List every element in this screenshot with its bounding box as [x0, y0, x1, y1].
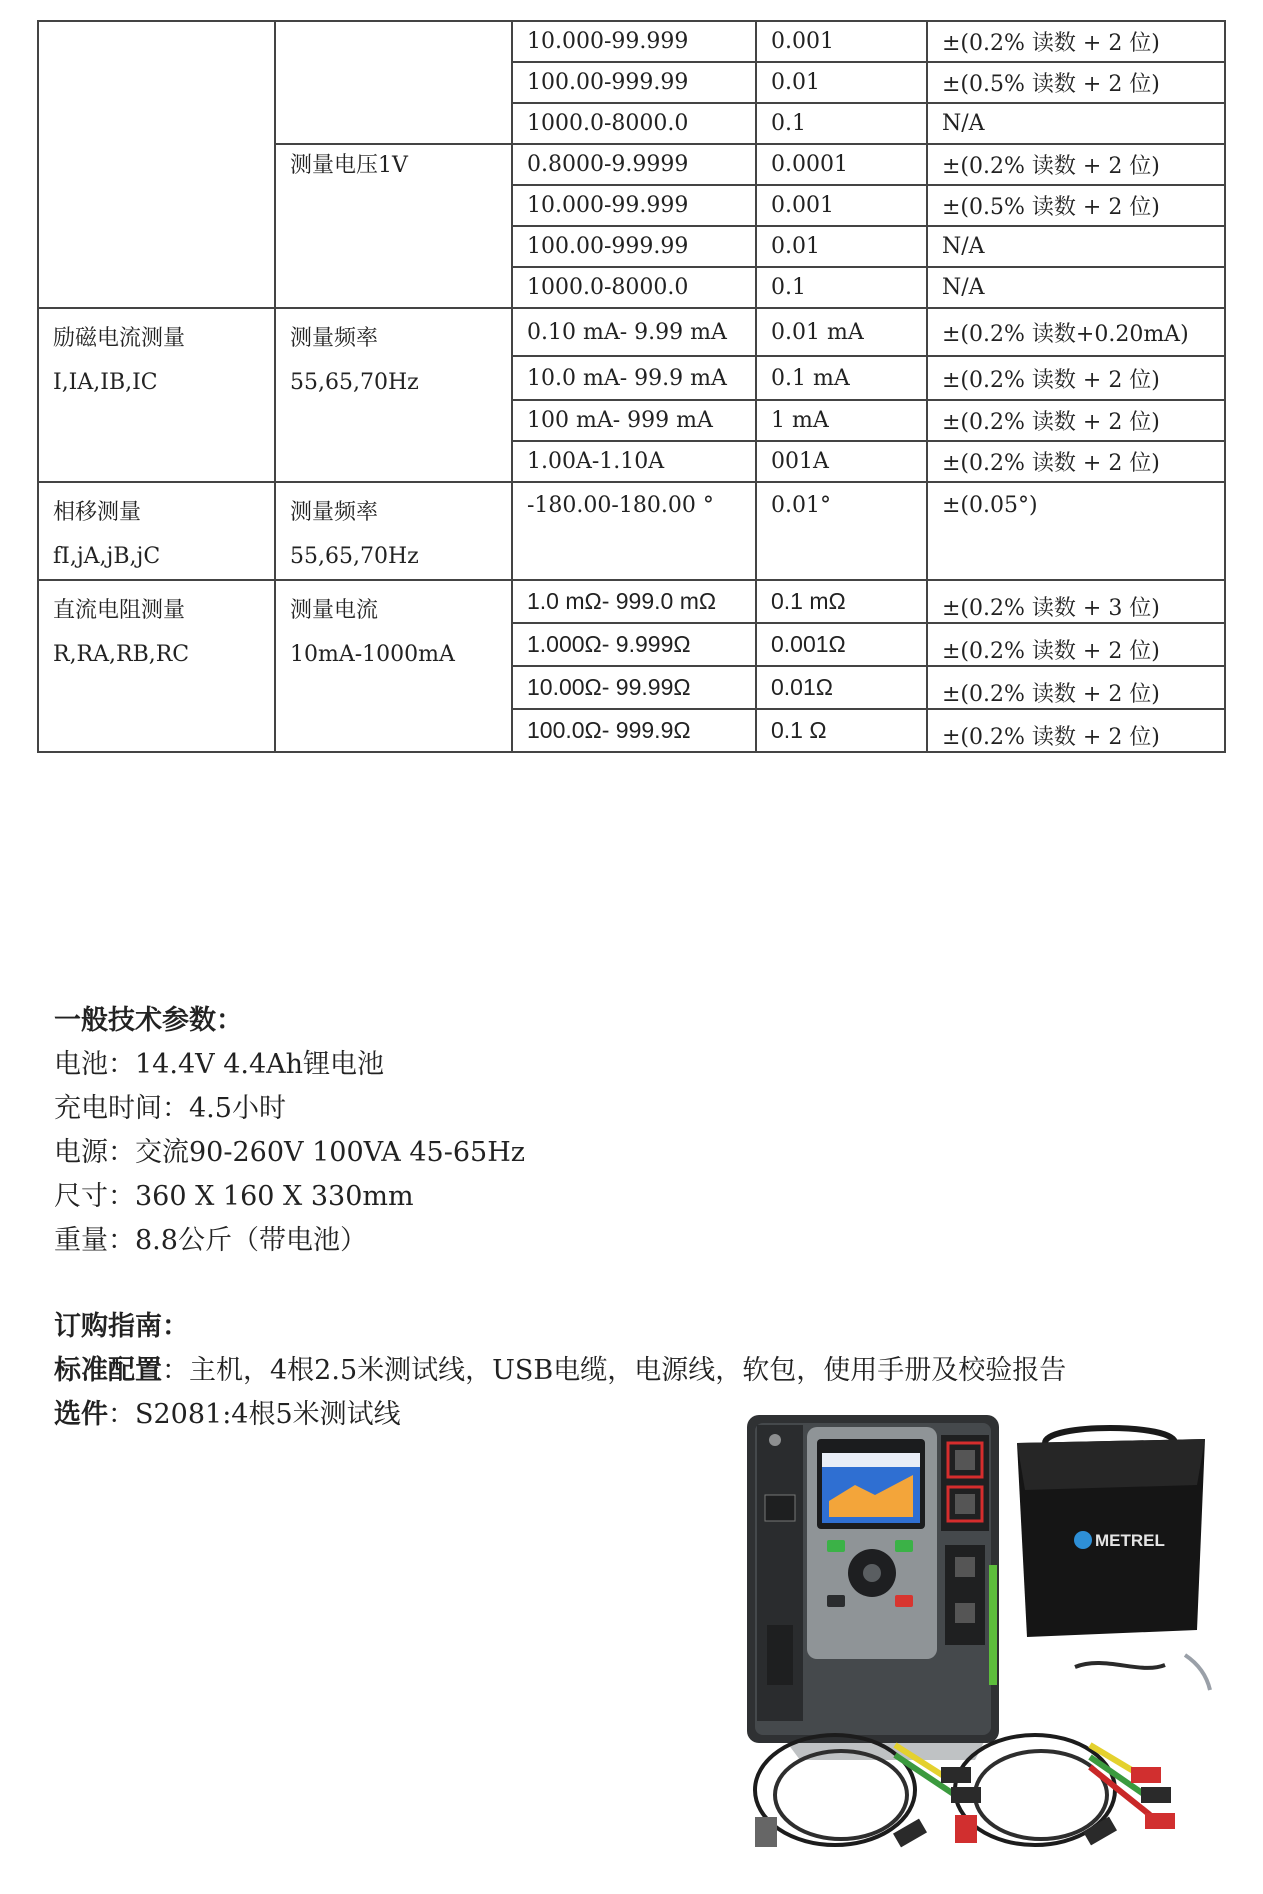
excitation-cond-value: 55,65,70Hz [290, 370, 419, 395]
accuracy-cell: ±(0.2% 读数 + 2 位) [927, 144, 1225, 185]
range-cell: 100.00-999.99 [512, 62, 756, 103]
excitation-name: 励磁电流测量 [53, 326, 186, 351]
spec-table [37, 20, 1226, 753]
standard-config [54, 1353, 1066, 1389]
phase-symbols: fI,jA,jB,jC [53, 544, 161, 569]
phase-param-cell [38, 482, 275, 580]
excitation-symbols: I,IA,IB,IC [53, 370, 158, 395]
resolution-cell: 0.1 Ω [756, 709, 927, 752]
range-cell: 10.00Ω- 99.99Ω [512, 666, 756, 709]
dcres-cond: 测量电流 [290, 598, 379, 623]
general-heading: 一般技术参数： [54, 1005, 243, 1036]
range-cell: 10.000-99.999 [512, 185, 756, 226]
table-row [38, 482, 1225, 580]
excitation-cond: 测量频率 [290, 326, 379, 351]
table-row [38, 580, 1225, 623]
instrument-device [747, 1415, 999, 1760]
dcres-param-cell [38, 580, 275, 752]
empty-param-cell [38, 21, 275, 308]
resolution-cell: 0.1 [756, 267, 927, 308]
resolution-cell: 0.01° [756, 482, 927, 580]
accuracy-cell: N/A [927, 267, 1225, 308]
standard-config-text: ：主机，4根2.5米测试线，USB电缆，电源线，软包，使用手册及校验报告 [162, 1355, 1067, 1386]
accuracy-cell: ±(0.2% 读数 + 2 位) [927, 666, 1225, 709]
options-text: ：S2081:4根5米测试线 [108, 1399, 401, 1430]
phase-cond-value: 55,65,70Hz [290, 544, 419, 569]
phase-name: 相移测量 [53, 500, 142, 525]
table-row [38, 21, 1225, 62]
options [54, 1397, 401, 1433]
accuracy-cell: ±(0.5% 读数 + 2 位) [927, 185, 1225, 226]
order-heading: 订购指南： [54, 1311, 189, 1342]
range-cell: 0.10 mA- 9.99 mA [512, 308, 756, 356]
accuracy-cell: ±(0.2% 读数 + 2 位) [927, 709, 1225, 752]
empty-cond-cell [275, 21, 512, 144]
accuracy-cell: ±(0.2% 读数 + 2 位) [927, 623, 1225, 666]
excitation-cond-cell [275, 308, 512, 482]
accuracy-cell: ±(0.2% 读数 + 2 位) [927, 400, 1225, 441]
accuracy-cell: ±(0.2% 读数 + 2 位) [927, 441, 1225, 482]
cond-voltage-cell [275, 144, 512, 308]
range-cell: 10.0 mA- 99.9 mA [512, 356, 756, 400]
dcres-symbols: R,RA,RB,RC [53, 642, 190, 667]
resolution-cell: 0.1 mA [756, 356, 927, 400]
resolution-cell: 0.1 [756, 103, 927, 144]
accuracy-cell: ±(0.2% 读数 + 2 位) [927, 21, 1225, 62]
resolution-cell: 0.01Ω [756, 666, 927, 709]
range-cell: 100.00-999.99 [512, 226, 756, 267]
size-text: 尺寸：360 X 160 X 330mm [54, 1181, 414, 1212]
carry-bag [1017, 1428, 1205, 1637]
table-row [38, 308, 1225, 356]
resolution-cell: 1 mA [756, 400, 927, 441]
resolution-cell: 0.001 [756, 185, 927, 226]
accuracy-cell: ±(0.2% 读数 + 3 位) [927, 580, 1225, 623]
options-label: 选件 [54, 1399, 108, 1430]
cond-voltage-label: 测量电压1V [290, 153, 408, 178]
phase-cond: 测量频率 [290, 500, 379, 525]
resolution-cell: 0.001Ω [756, 623, 927, 666]
phase-cond-cell [275, 482, 512, 580]
range-cell: 10.000-99.999 [512, 21, 756, 62]
range-cell: 1.0 mΩ- 999.0 mΩ [512, 580, 756, 623]
range-cell: 1.000Ω- 9.999Ω [512, 623, 756, 666]
range-cell: 1000.0-8000.0 [512, 103, 756, 144]
resolution-cell: 0.1 mΩ [756, 580, 927, 623]
standard-config-label: 标准配置 [54, 1355, 162, 1386]
accuracy-cell: ±(0.2% 读数 + 2 位) [927, 356, 1225, 400]
dcres-name: 直流电阻测量 [53, 598, 186, 623]
power-text: 电源：交流90-260V 100VA 45-65Hz [54, 1137, 525, 1168]
range-cell: 100 mA- 999 mA [512, 400, 756, 441]
resolution-cell: 0.001 [756, 21, 927, 62]
resolution-cell: 001A [756, 441, 927, 482]
accuracy-cell: N/A [927, 226, 1225, 267]
accuracy-cell: ±(0.5% 读数 + 2 位) [927, 62, 1225, 103]
excitation-param-cell [38, 308, 275, 482]
accuracy-cell: ±(0.2% 读数+0.20mA) [927, 308, 1225, 356]
accuracy-cell: ±(0.05°) [927, 482, 1225, 580]
range-cell: 100.0Ω- 999.9Ω [512, 709, 756, 752]
resolution-cell: 0.01 [756, 62, 927, 103]
range-cell: 1000.0-8000.0 [512, 267, 756, 308]
charge-time-text: 充电时间：4.5小时 [54, 1093, 286, 1124]
resolution-cell: 0.01 mA [756, 308, 927, 356]
dcres-cond-cell [275, 580, 512, 752]
resolution-cell: 0.01 [756, 226, 927, 267]
weight-text: 重量：8.8公斤（带电池） [54, 1225, 367, 1256]
battery-text: 电池：14.4V 4.4Ah锂电池 [54, 1049, 385, 1080]
range-cell: -180.00-180.00 ° [512, 482, 756, 580]
range-cell: 1.00A-1.10A [512, 441, 756, 482]
product-photo [745, 1415, 1215, 1865]
range-cell: 0.8000-9.9999 [512, 144, 756, 185]
dcres-cond-value: 10mA-1000mA [290, 642, 455, 667]
bag-brand-logo: METREL [1095, 1531, 1165, 1550]
resolution-cell: 0.0001 [756, 144, 927, 185]
accuracy-cell: N/A [927, 103, 1225, 144]
